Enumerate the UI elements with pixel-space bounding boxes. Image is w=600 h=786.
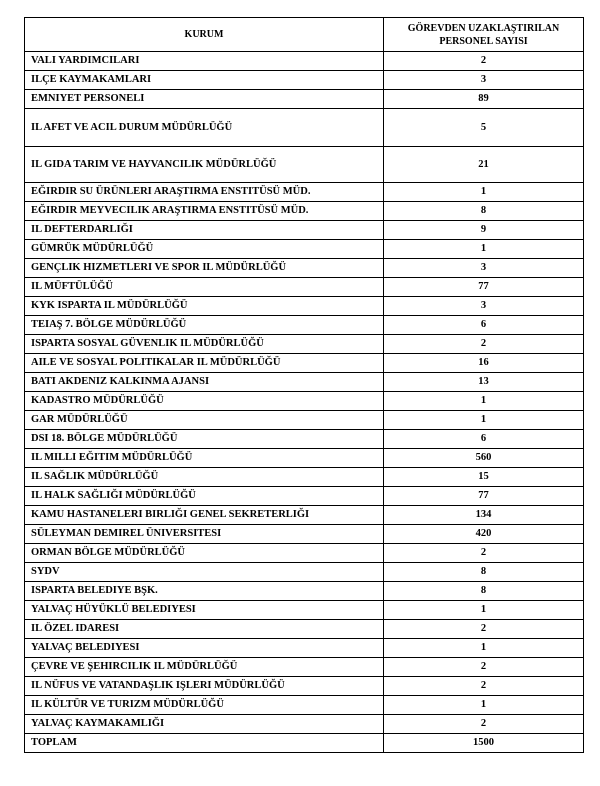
table-row [25,487,584,506]
personnel-count: 77 [384,487,584,506]
table-row [25,563,584,582]
institution-name: IL ÖZEL IDARESI [25,620,384,639]
table-row [25,582,584,601]
institution-name: IL MILLI EĞITIM MÜDÜRLÜĞÜ [25,449,384,468]
table-row [25,544,584,563]
institution-name: ISPARTA SOSYAL GÜVENLIK IL MÜDÜRLÜĞÜ [25,335,384,354]
personnel-count: 6 [384,430,584,449]
institution-name: KAMU HASTANELERI BIRLIĞI GENEL SEKRETERLIĞI [25,506,384,525]
personnel-count: 1 [384,411,584,430]
personnel-count: 9 [384,221,584,240]
institution-name: IL SAĞLIK MÜDÜRLÜĞÜ [25,468,384,487]
institution-name: IL NÜFUS VE VATANDAŞLIK IŞLERI MÜDÜRLÜĞÜ [25,677,384,696]
personnel-count: 1 [384,240,584,259]
institution-name: GENÇLIK HIZMETLERI VE SPOR IL MÜDÜRLÜĞÜ [25,259,384,278]
personnel-count: 77 [384,278,584,297]
total-row [25,734,584,753]
personnel-count: 3 [384,259,584,278]
table-row [25,392,584,411]
institution-name: SYDV [25,563,384,582]
total-label: TOPLAM [25,734,384,753]
personnel-count: 89 [384,90,584,109]
personnel-count: 2 [384,544,584,563]
personnel-count: 1 [384,392,584,411]
institution-name: YALVAÇ BELEDIYESI [25,639,384,658]
table-row [25,639,584,658]
table-row [25,354,584,373]
institution-name: IL AFET VE ACIL DURUM MÜDÜRLÜĞÜ [25,109,384,147]
personnel-count: 8 [384,582,584,601]
table-row [25,620,584,639]
table-row [25,90,584,109]
header-personnel-count [384,18,584,52]
header-count-line2: PERSONEL SAYISI [439,35,528,47]
personnel-count: 2 [384,658,584,677]
institution-name: YALVAÇ HÜYÜKLÜ BELEDIYESI [25,601,384,620]
institution-name: DSI 18. BÖLGE MÜDÜRLÜĞÜ [25,430,384,449]
table-row [25,658,584,677]
personnel-count: 1 [384,696,584,715]
institution-name: TEIAŞ 7. BÖLGE MÜDÜRLÜĞÜ [25,316,384,335]
personnel-count: 8 [384,202,584,221]
personnel-count: 6 [384,316,584,335]
institution-name: SÜLEYMAN DEMIREL ÜNIVERSITESI [25,525,384,544]
table-header-row [25,18,584,52]
institution-name: EĞIRDIR SU ÜRÜNLERI ARAŞTIRMA ENSTITÜSÜ MÜD. [25,183,384,202]
table-row [25,715,584,734]
table-row [25,202,584,221]
table-row [25,373,584,392]
personnel-count: 560 [384,449,584,468]
personnel-count: 21 [384,147,584,183]
table-row [25,316,584,335]
table-row [25,147,584,183]
institution-name: VALI YARDIMCILARI [25,52,384,71]
institution-name: EĞIRDIR MEYVECILIK ARAŞTIRMA ENSTITÜSÜ MÜD. [25,202,384,221]
personnel-count: 16 [384,354,584,373]
institution-name: BATI AKDENIZ KALKINMA AJANSI [25,373,384,392]
table-row [25,259,584,278]
personnel-count: 3 [384,297,584,316]
personnel-count: 2 [384,620,584,639]
table-row [25,71,584,90]
table-row [25,411,584,430]
personnel-count: 13 [384,373,584,392]
table-row [25,525,584,544]
header-count-line1: GÖREVDEN UZAKLAŞTIRILAN [407,22,560,34]
table-row [25,601,584,620]
personnel-count: 2 [384,335,584,354]
personnel-count: 3 [384,71,584,90]
institution-name: YALVAÇ KAYMAKAMLIĞI [25,715,384,734]
table-row [25,506,584,525]
table-row [25,449,584,468]
personnel-count: 15 [384,468,584,487]
institution-name: EMNIYET PERSONELI [25,90,384,109]
personnel-count: 5 [384,109,584,147]
personnel-count: 2 [384,52,584,71]
table-row [25,430,584,449]
institution-name: AILE VE SOSYAL POLITIKALAR IL MÜDÜRLÜĞÜ [25,354,384,373]
table-row [25,278,584,297]
institution-name: GAR MÜDÜRLÜĞÜ [25,411,384,430]
table-row [25,696,584,715]
institution-name: ILÇE KAYMAKAMLARI [25,71,384,90]
personnel-count: 420 [384,525,584,544]
table-row [25,221,584,240]
institution-name: ÇEVRE VE ŞEHIRCILIK IL MÜDÜRLÜĞÜ [25,658,384,677]
header-institution: KURUM [25,18,384,52]
personnel-count: 8 [384,563,584,582]
table-row [25,109,584,147]
institution-name: IL MÜFTÜLÜĞÜ [25,278,384,297]
table-row [25,183,584,202]
personnel-count: 1 [384,601,584,620]
institution-name: IL DEFTERDARLIĞI [25,221,384,240]
institution-name: ORMAN BÖLGE MÜDÜRLÜĞÜ [25,544,384,563]
institution-name: GÜMRÜK MÜDÜRLÜĞÜ [25,240,384,259]
institution-name: IL GIDA TARIM VE HAYVANCILIK MÜDÜRLÜĞÜ [25,147,384,183]
personnel-table-container [24,17,584,753]
personnel-count: 2 [384,677,584,696]
total-value: 1500 [384,734,584,753]
table-row [25,240,584,259]
table-row [25,297,584,316]
institution-name: IL KÜLTÜR VE TURIZM MÜDÜRLÜĞÜ [25,696,384,715]
dismissed-personnel-table [24,17,584,753]
institution-name: ISPARTA BELEDIYE BŞK. [25,582,384,601]
table-row [25,52,584,71]
table-row [25,677,584,696]
personnel-count: 2 [384,715,584,734]
institution-name: KADASTRO MÜDÜRLÜĞÜ [25,392,384,411]
institution-name: IL HALK SAĞLIĞI MÜDÜRLÜĞÜ [25,487,384,506]
personnel-count: 1 [384,639,584,658]
table-row [25,335,584,354]
institution-name: KYK ISPARTA IL MÜDÜRLÜĞÜ [25,297,384,316]
personnel-count: 1 [384,183,584,202]
personnel-count: 134 [384,506,584,525]
table-row [25,468,584,487]
